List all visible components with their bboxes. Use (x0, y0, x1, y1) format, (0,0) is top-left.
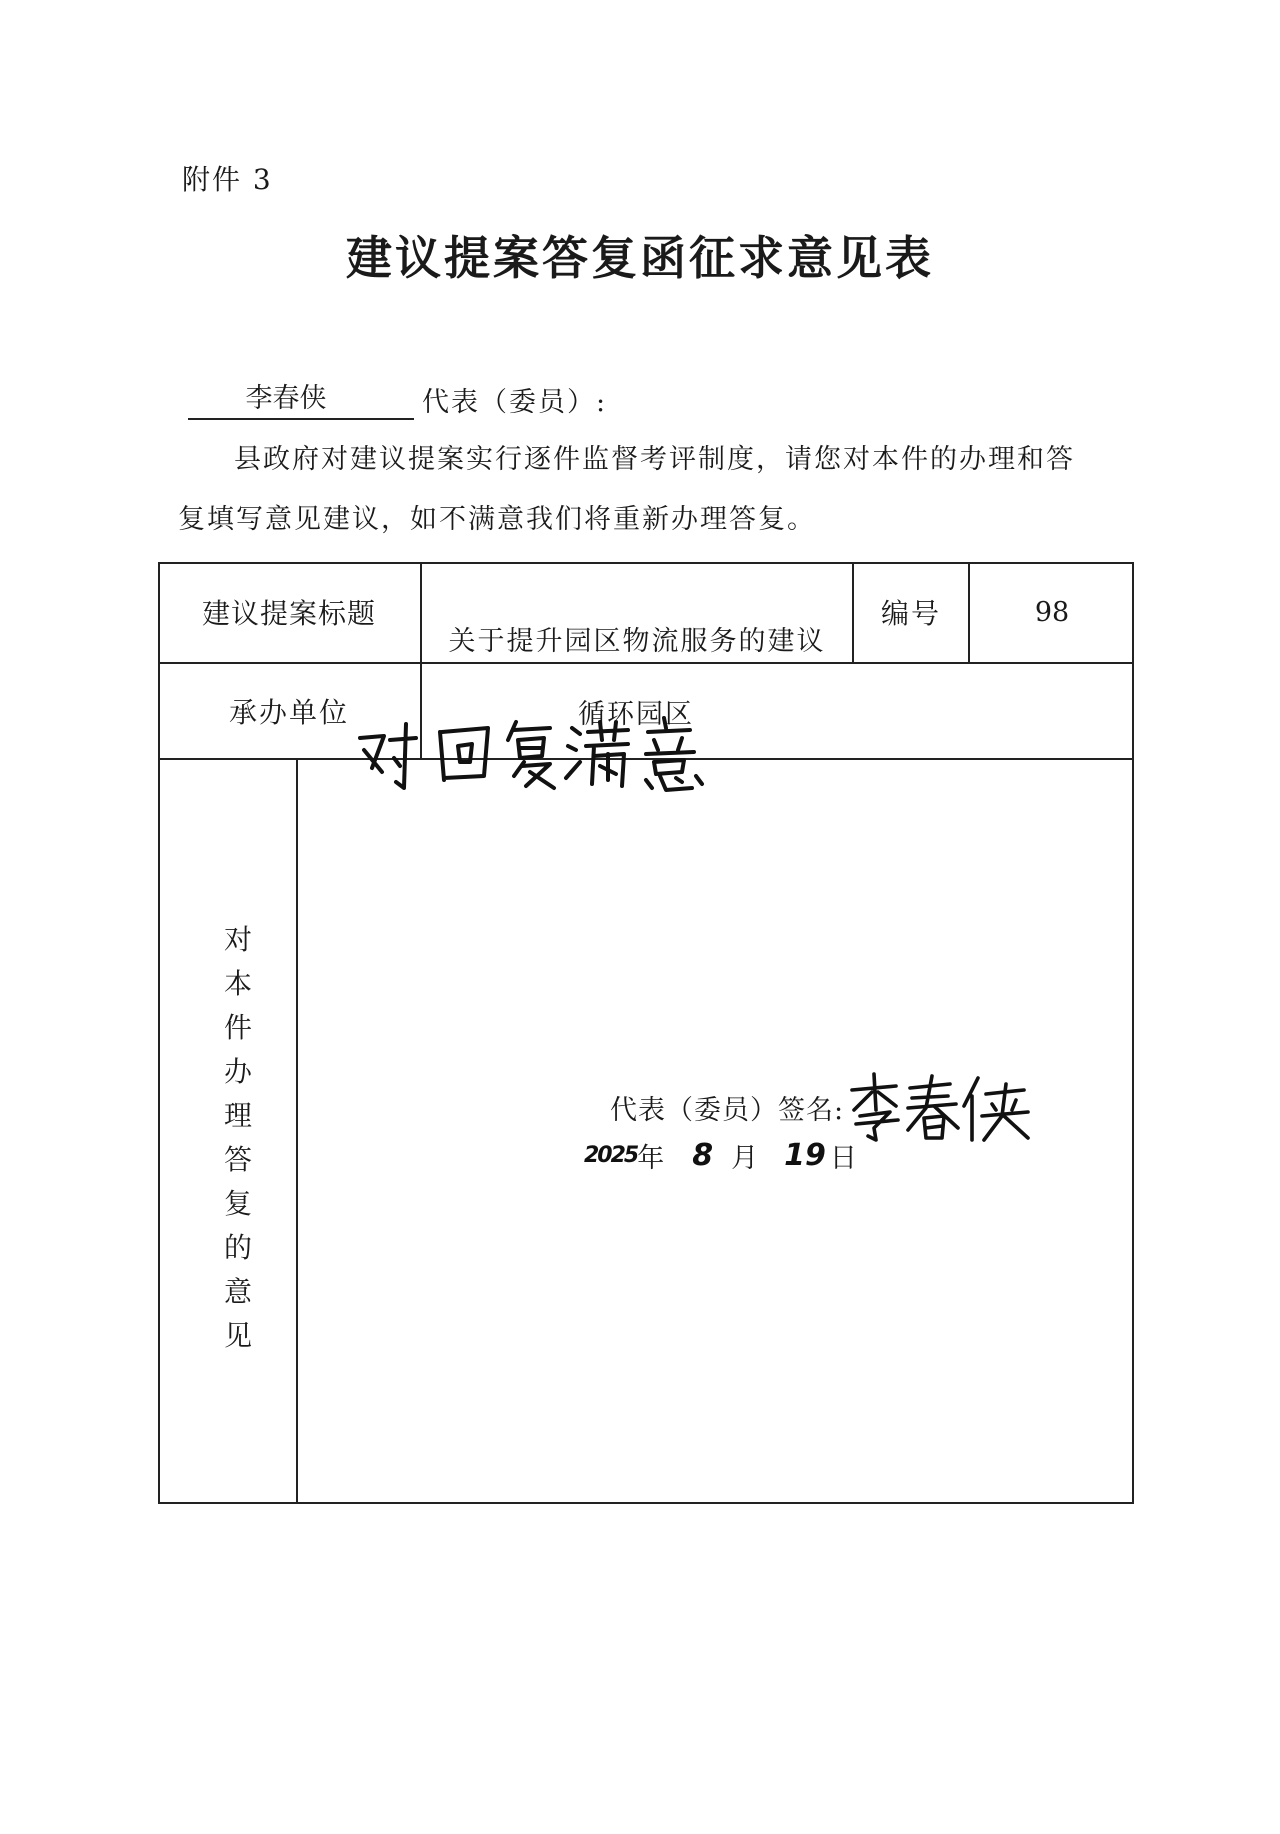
unit-value: 循环园区 (578, 698, 694, 730)
date-day-handwritten: 19 (784, 1138, 826, 1173)
date-month-handwritten: 8 (692, 1138, 714, 1173)
handwritten-opinion-image (354, 710, 714, 796)
date-month-suffix: 月 (731, 1143, 759, 1174)
title-label: 建议提案标题 (201, 597, 376, 630)
date-year-handwritten: 2025 (584, 1143, 638, 1168)
signature-label: 代表（委员）签名: (610, 1094, 845, 1126)
attachment-label: 附件 3 (182, 163, 273, 196)
number-label: 编号 (880, 597, 941, 630)
salutation (188, 382, 607, 420)
date-day-suffix: 日 (829, 1143, 857, 1174)
handwritten-signature-image (846, 1070, 1030, 1144)
title-value: 关于提升园区物流服务的建议 (448, 625, 826, 657)
representative-name: 李春侠 (188, 382, 414, 420)
unit-label: 承办单位 (228, 696, 349, 729)
column-divider (296, 758, 298, 1504)
intro-paragraph: 县政府对建议提案实行逐件监督考评制度，请您对本件的办理和答复填写意见建议，如不满意我们将重新办理答复。 (178, 444, 1075, 535)
opinion-handwriting (354, 710, 714, 800)
opinion-form-table (158, 562, 1134, 1504)
opinion-label: 对本件办理答复的意见 (223, 923, 252, 1352)
date-line (584, 1136, 857, 1175)
date-year-suffix: 年 (637, 1143, 665, 1174)
number-value: 98 (1034, 596, 1070, 628)
signature-line (610, 1070, 1030, 1144)
page-title: 建议提案答复函征求意见表 (346, 231, 934, 285)
representative-role: 代表（委员）: (422, 387, 608, 418)
